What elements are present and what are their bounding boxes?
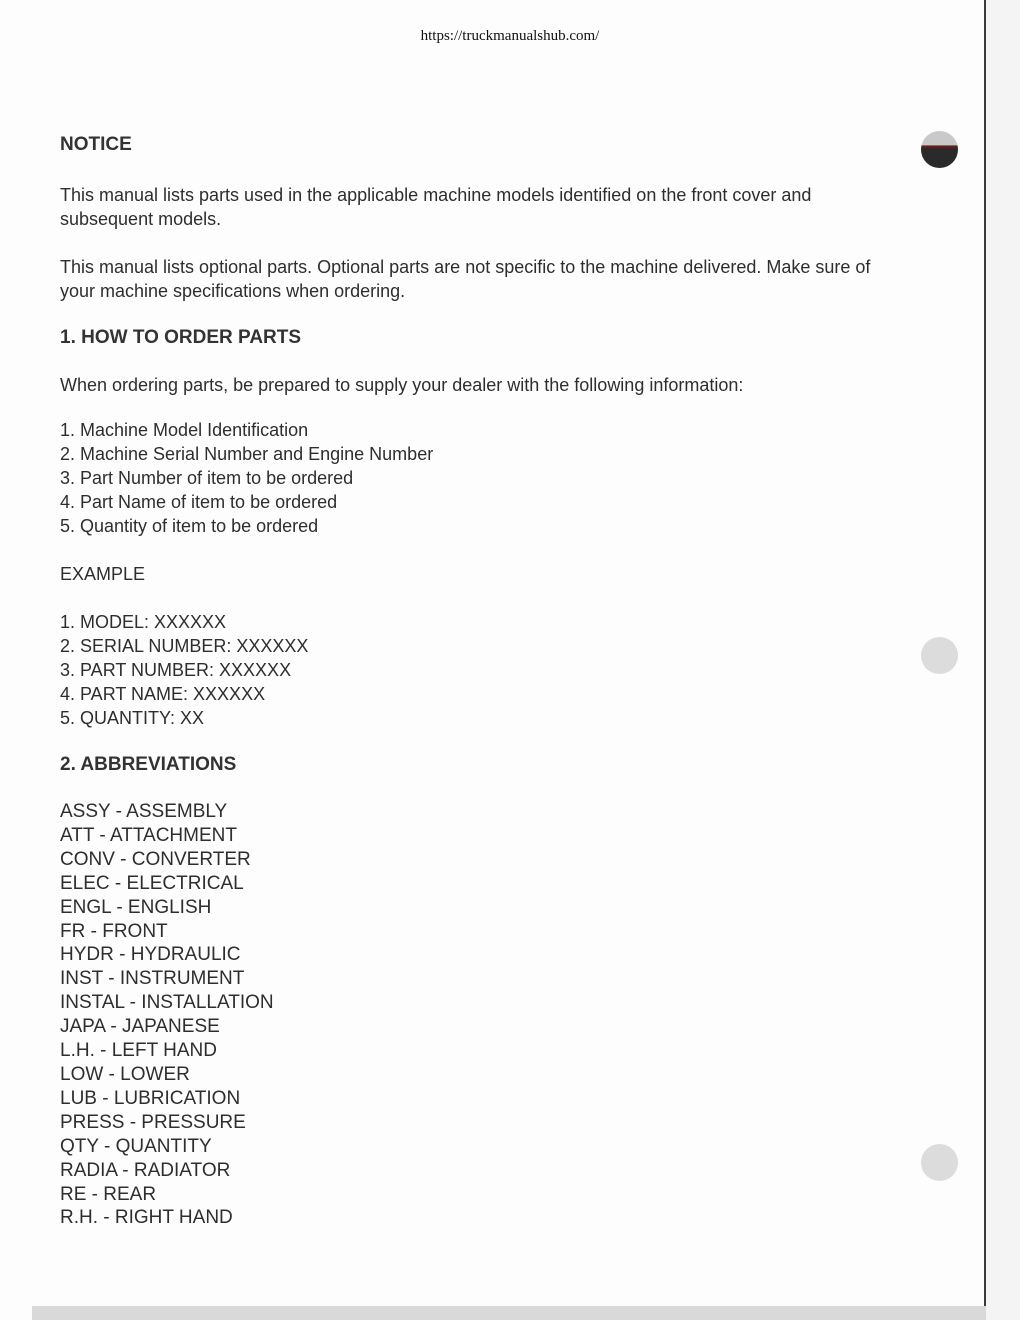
list-item: ENGL - ENGLISH <box>60 896 212 918</box>
list-item: LOW - LOWER <box>60 1063 190 1085</box>
order-intro: When ordering parts, be prepared to supply your dealer with the following information: <box>60 375 744 395</box>
list-item: 2. Machine Serial Number and Engine Number <box>60 444 434 464</box>
section-1-heading: 1. HOW TO ORDER PARTS <box>60 327 302 348</box>
document-body <box>60 130 900 1230</box>
list-item: 4. PART NAME: XXXXXX <box>60 684 266 704</box>
list-item: 3. PART NUMBER: XXXXXX <box>60 660 292 680</box>
notice-paragraph-2: This manual lists optional parts. Optional parts are not specific to the machine delivered. Make sure of your machine specifications when ordering. <box>60 257 871 301</box>
abbreviations-list <box>60 800 900 1230</box>
list-item: PRESS - PRESSURE <box>60 1111 246 1133</box>
list-item: FR - FRONT <box>60 920 168 942</box>
list-item: ASSY - ASSEMBLY <box>60 801 228 822</box>
page-edge-line <box>984 0 986 1310</box>
example-list <box>60 610 900 730</box>
list-item: RADIA - RADIATOR <box>60 1159 231 1181</box>
list-item: 1. MODEL: XXXXXX <box>60 612 227 632</box>
source-url: https://truckmanualshub.com/ <box>420 28 600 44</box>
list-item: 3. Part Number of item to be ordered <box>60 468 354 488</box>
list-item: 5. QUANTITY: XX <box>60 708 205 728</box>
page-margin-shadow <box>986 0 1020 1320</box>
list-item: 2. SERIAL NUMBER: XXXXXX <box>60 636 309 656</box>
list-item: RE - REAR <box>60 1183 157 1205</box>
list-item: ATT - ATTACHMENT <box>60 824 237 846</box>
section-2-heading: 2. ABBREVIATIONS <box>60 754 237 775</box>
list-item: ELEC - ELECTRICAL <box>60 872 244 894</box>
list-item: HYDR - HYDRAULIC <box>60 944 241 966</box>
list-item: R.H. - RIGHT HAND <box>60 1207 233 1229</box>
list-item: INSTAL - INSTALLATION <box>60 992 274 1014</box>
notice-heading: NOTICE <box>60 134 132 155</box>
list-item: 4. Part Name of item to be ordered <box>60 492 338 512</box>
list-item: 5. Quantity of item to be ordered <box>60 516 319 536</box>
binder-hole-bottom <box>921 1144 958 1181</box>
example-label: EXAMPLE <box>60 564 146 584</box>
list-item: INST - INSTRUMENT <box>60 968 245 990</box>
binder-hole-middle <box>921 637 958 674</box>
list-item: QTY - QUANTITY <box>60 1135 212 1157</box>
notice-paragraph-1: This manual lists parts used in the applicable machine models identified on the front cover and subsequent models. <box>60 185 812 229</box>
order-info-list <box>60 418 900 538</box>
binder-hole-top <box>921 131 958 168</box>
page-bottom-edge <box>32 1306 986 1320</box>
list-item: CONV - CONVERTER <box>60 848 251 870</box>
list-item: LUB - LUBRICATION <box>60 1087 241 1109</box>
list-item: 1. Machine Model Identification <box>60 420 309 440</box>
list-item: JAPA - JAPANESE <box>60 1016 220 1038</box>
list-item: L.H. - LEFT HAND <box>60 1040 217 1062</box>
